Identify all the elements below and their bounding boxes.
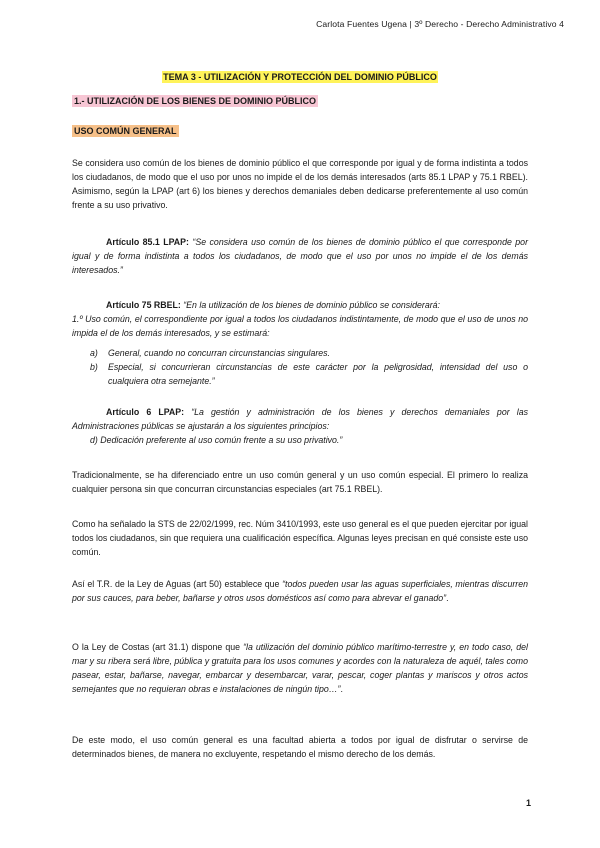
quote-art-75-rbel-body: 1.º Uso común, el correspondiente por igual a todos los ciudadanos indistintamente, de modo que el uso de unos no impida el de los demás interesados, y se estimará: bbox=[72, 314, 528, 339]
quote-text: “Se considera uso común de los bienes de dominio público el que corresponde por igual y de forma indistinta a todos los ciudadanos, de modo que el uso por unos no impide el de los demás interesados.” bbox=[72, 237, 528, 276]
quote-art-6-item-d: d) Dedicación preferente al uso común frente a su uso privativo.” bbox=[90, 435, 343, 445]
text-run: O la Ley de Costas (art 31.1) dispone que bbox=[72, 642, 244, 652]
list-item bbox=[90, 346, 528, 360]
quote-art-85-1-lpap bbox=[72, 235, 528, 277]
quote-label: Artículo 85.1 LPAP: bbox=[106, 237, 189, 247]
list-text: Especial, si concurrieran circunstancias de este carácter por la peligrosidad, intensidad del uso o cualquiera otra semejante.” bbox=[108, 362, 528, 387]
list-marker: a) bbox=[90, 348, 98, 358]
quote-text: “todos pueden usar las aguas superficiales, mientras discurren por sus cauces, para beber, bañarse y otros usos domésticos así como para abrevar el ganado” bbox=[72, 579, 528, 604]
paragraph-ley-costas bbox=[72, 640, 528, 696]
text-run: . bbox=[446, 593, 449, 604]
paragraph-conclusion: De este modo, el uso común general es una facultad abierta a todos por igual de disfrutar o servirse de determinados bienes, de manera no excluyente, respetando el mismo derecho de los demás. bbox=[72, 735, 528, 760]
paragraph-sts: Como ha señalado la STS de 22/02/1999, rec. Núm 3410/1993, este uso general es el que pueden ejercitar por igual todos los ciudadanos, sin que requiera una cualificación específica. Algunas leyes precisan en qué consiste este uso común. bbox=[72, 519, 528, 558]
title-row bbox=[0, 67, 600, 85]
quote-art-75-rbel-intro bbox=[72, 298, 528, 312]
page-header: Carlota Fuentes Ugena | 3º Derecho - Derecho Administrativo 4 bbox=[316, 19, 564, 29]
quote-text: “La gestión y administración de los bienes y derechos demaniales por las Administraciones públicas se ajustarán a los siguientes principios: bbox=[72, 407, 528, 432]
page-number: 1 bbox=[526, 798, 532, 808]
text-run: . bbox=[340, 684, 343, 695]
section-heading: 1.- UTILIZACIÓN DE LOS BIENES DE DOMINIO PÚBLICO bbox=[74, 96, 317, 106]
list-marker: b) bbox=[90, 362, 98, 372]
text-run: Así el T.R. de la Ley de Aguas (art 50) establece que bbox=[72, 579, 283, 589]
document-title: TEMA 3 - UTILIZACIÓN Y PROTECCIÓN DEL DOMINIO PÚBLICO bbox=[163, 72, 437, 82]
subsection-heading: USO COMÚN GENERAL bbox=[74, 126, 177, 136]
quote-text: “En la utilización de los bienes de dominio público se considerará: bbox=[183, 300, 440, 310]
paragraph-definition: Se considera uso común de los bienes de dominio público el que corresponde por igual y de forma indistinta a todos los ciudadanos, de modo que el uso por unos no impide el de los demás interesados (arts 85.1 LPAP y 75.1 RBEL). Asimismo, según la LPAP (art 6) los bienes y derechos demaniales deben dedicarse preferentemente al uso común frente a su uso privativo. bbox=[72, 158, 528, 211]
quote-text: “la utilización del dominio público marítimo-terrestre y, en todo caso, del mar y su ribera será libre, pública y gratuita para los usos comunes y acordes con la naturaleza de aquél, tales como pasear, estar, bañarse, navegar, embarcar y desembarcar, varar, pescar, coger plantas y mariscos y otros actos semejantes que no requieran obras e instalaciones de ningún tipo…” bbox=[72, 642, 528, 695]
paragraph-ley-aguas bbox=[72, 577, 528, 605]
list-text: General, cuando no concurran circunstancias singulares. bbox=[108, 348, 331, 358]
quote-art-6-lpap bbox=[72, 405, 528, 433]
quote-label: Artículo 75 RBEL: bbox=[106, 300, 181, 310]
list-item bbox=[90, 360, 528, 388]
quote-label: Artículo 6 LPAP: bbox=[106, 407, 185, 417]
paragraph-traditional: Tradicionalmente, se ha diferenciado entre un uso común general y un uso común especial. El primero lo realiza cualquier persona sin que concurran circunstancias especiales (art 75.1 RBEL). bbox=[72, 470, 528, 495]
